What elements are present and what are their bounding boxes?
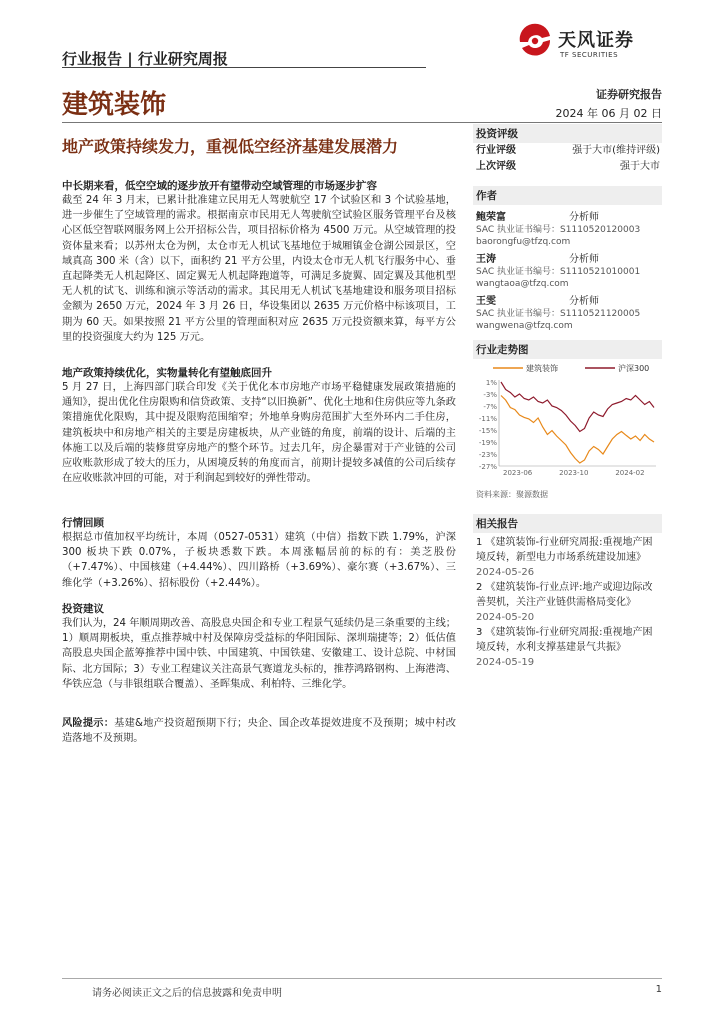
top-divider bbox=[62, 122, 662, 123]
author-name-text: 鲍荣富 bbox=[476, 212, 506, 223]
rating-key: 行业评级 bbox=[476, 145, 516, 156]
page-number: 1 bbox=[655, 984, 662, 995]
authors-heading: 作者 bbox=[473, 186, 662, 205]
author-role: 分析师 bbox=[569, 212, 599, 223]
y-tick-label: -15% bbox=[478, 427, 497, 435]
brand-logo bbox=[516, 22, 666, 66]
trend-box bbox=[473, 340, 662, 359]
author-name-text: 王雯 bbox=[476, 296, 496, 307]
x-tick-label: 2024-02 bbox=[615, 469, 645, 477]
series-line bbox=[501, 382, 654, 432]
author-role: 分析师 bbox=[569, 296, 599, 307]
related-box bbox=[473, 514, 662, 670]
y-tick-label: 1% bbox=[485, 379, 497, 387]
x-tick-label: 2023-06 bbox=[503, 469, 533, 477]
trend-heading: 行业走势图 bbox=[473, 340, 662, 359]
section-title: 投资建议 bbox=[62, 603, 104, 615]
risk-text: 基建&地产投资超预期下行；央企、国企改革提效进度不及预期；城中村改造落地不及预期。 bbox=[62, 718, 456, 745]
report-category: 行业报告 | 行业研究周报 bbox=[62, 50, 228, 68]
risk-label: 风险提示： bbox=[62, 718, 115, 729]
rating-heading: 投资评级 bbox=[473, 124, 662, 143]
related-report-date: 2024-05-20 bbox=[476, 612, 535, 623]
trend-line-chart bbox=[473, 360, 662, 482]
related-report-date: 2024-05-19 bbox=[476, 657, 535, 668]
footer-divider bbox=[62, 978, 662, 979]
related-heading: 相关报告 bbox=[473, 514, 662, 533]
logo-name-cn: 天风证券 bbox=[558, 30, 634, 51]
legend-label: 沪深300 bbox=[618, 364, 650, 373]
y-tick-label: -11% bbox=[478, 415, 497, 423]
y-tick-label: -27% bbox=[478, 463, 497, 471]
related-report-link[interactable]: 1 《建筑装饰-行业研究周报:重视地产困境反转，新型电力市场系统建设加速》 bbox=[476, 537, 653, 563]
author-email[interactable]: wangtaoa@tfzq.com bbox=[476, 279, 569, 289]
risk-warning bbox=[62, 716, 456, 746]
author-sac: SAC 执业证书编号：S1110521010001 bbox=[476, 267, 641, 277]
section-paragraph: 截至 24 年 3 月末，已累计批准建立民用无人驾驶航空 17 个试验区和 3 个试验基地，进一步催生了空域管理的需求。根据南京市民用无人驾驶航空试验区服务管理平台及核心区低空智联网服务网上公开招标公告，项目招标价格为 4500 万元。从空域管理的投资体量来看；以苏州太仓为例，太仓市无人机试飞基地位于城厢镇金仓湖公园景区，空域真高 300 米（含）以下，面积约 21 平方公里，内设太仓市无人机飞行服务中心、垂直起降类无人机起降区、固定翼无人机起降跑道等，可满足多旋翼、固定翼及其他机型无人机的试飞、训练和演示等活动的需求。其民用无人机试飞基地建设和服务项目招标金额为 2650 万元，2024 年 3 月 26 日，华设集团以 2635 万元价格中标该项目，工期为 60 天。如果按照 21 平方公里的管理面积对应 2635 万元投资额来算，每平方公里的投资强度大约为 125 万元。 bbox=[62, 195, 456, 343]
logo-name-en: TF SECURITIES bbox=[560, 51, 619, 59]
related-report-link[interactable]: 3 《建筑装饰-行业研究周报:重视地产困境反转，水利支撑基建景气共振》 bbox=[476, 627, 653, 653]
related-report-link[interactable]: 2 《建筑装饰-行业点评:地产或迎边际改善契机，关注产业链供需格局变化》 bbox=[476, 582, 653, 608]
author-sac: SAC 执业证书编号：S1110521120005 bbox=[476, 309, 641, 319]
author-sac: SAC 执业证书编号：S1110520120003 bbox=[476, 225, 641, 235]
report-headline: 地产政策持续发力，重视低空经济基建发展潜力 bbox=[62, 137, 399, 156]
section-paragraph: 5 月 27 日，上海四部门联合印发《关于优化本市房地产市场平稳健康发展政策措施的通知》，提出优化住房限购和信贷政策、支持“以旧换新”、优化土地和住房供应等九条政策措施优化限购，其中提及限购范围缩窄；外地单身购房范围扩大至外环内二手住房，建筑板块中和房地产相关的主要是房建板块，从产业链的角度，前端的设计、后端的主体施工以及后端的装修贯穿房地产的整个环节。过去几年，房企暴雷对于产业链的公司应收账款形成了较大的压力，从困境反转的角度而言，前期计提较多减值的公司后续存在应收账款冲回的可能，对于利润起到较好的弹性带动。 bbox=[62, 382, 456, 485]
report-type: 证券研究报告 bbox=[596, 88, 662, 101]
related-report-date: 2024-05-26 bbox=[476, 567, 535, 578]
rating-row bbox=[473, 159, 662, 175]
section-title: 地产政策持续优化，实物量转化有望触底回升 bbox=[62, 367, 272, 379]
report-date: 2024 年 06 月 02 日 bbox=[555, 107, 662, 120]
rating-value: 强于大市 bbox=[620, 161, 660, 172]
section-title: 中长期来看，低空空域的逐步放开有望带动空域管理的市场逐步扩容 bbox=[62, 180, 377, 192]
author-name bbox=[473, 211, 662, 224]
rating-row bbox=[473, 143, 662, 159]
section-paragraph: 我们认为，24 年顺周期改善、高股息央国企和专业工程景气延续仍是三条重要的主线；1）顺周期板块，重点推荐城中村及保障房受益标的华阳国际、深圳瑞捷等；2）低估值高股息央国企蓝筹推荐中国中铁、中国建筑、中国铁建、安徽建工、设计总院、中材国际、北方国际；3）专业工程建议关注高景气赛道龙头标的，推荐鸿路钢构、上海港湾、华铁应急（与非银组联合覆盖）、圣晖集成、利柏特、三维化学。 bbox=[62, 618, 456, 690]
rating-box bbox=[473, 124, 662, 175]
industry-title: 建筑装饰 bbox=[62, 90, 167, 120]
author-name-text: 王涛 bbox=[476, 254, 496, 265]
author-name bbox=[473, 295, 662, 308]
rating-key: 上次评级 bbox=[476, 161, 516, 172]
y-tick-label: -3% bbox=[483, 391, 497, 399]
x-tick-label: 2023-10 bbox=[559, 469, 589, 477]
legend-label: 建筑装饰 bbox=[526, 364, 558, 373]
section-title: 行情回顾 bbox=[62, 517, 104, 529]
tf-logo-icon bbox=[516, 22, 554, 60]
y-tick-label: -7% bbox=[483, 403, 497, 411]
y-tick-label: -23% bbox=[478, 451, 497, 459]
y-tick-label: -19% bbox=[478, 439, 497, 447]
authors-box bbox=[473, 186, 662, 332]
author-email[interactable]: wangwena@tfzq.com bbox=[476, 321, 573, 331]
author-email[interactable]: baorongfu@tfzq.com bbox=[476, 237, 571, 247]
author-role: 分析师 bbox=[569, 254, 599, 265]
header-divider bbox=[62, 67, 426, 68]
footer-disclaimer[interactable]: 请务必阅读正文之后的信息披露和免责申明 bbox=[92, 988, 282, 999]
section-paragraph: 根据总市值加权平均统计，本周（0527-0531）建筑（中信）指数下跌 1.79%，沪深 300 板块下跌 0.07%，子板块悉数下跌。本周涨幅居前的标的有：美芝股份（+7.47%）、中国核建（+4.44%）、四川路桥（+3.69%）、豪尔赛（+3.67%）、三维化学（+3.26%）、招标股份（+2.44%）。 bbox=[62, 532, 456, 589]
author-name bbox=[473, 253, 662, 266]
chart-source: 资料来源：聚源数据 bbox=[476, 490, 548, 499]
rating-value: 强于大市(维持评级) bbox=[572, 145, 660, 156]
